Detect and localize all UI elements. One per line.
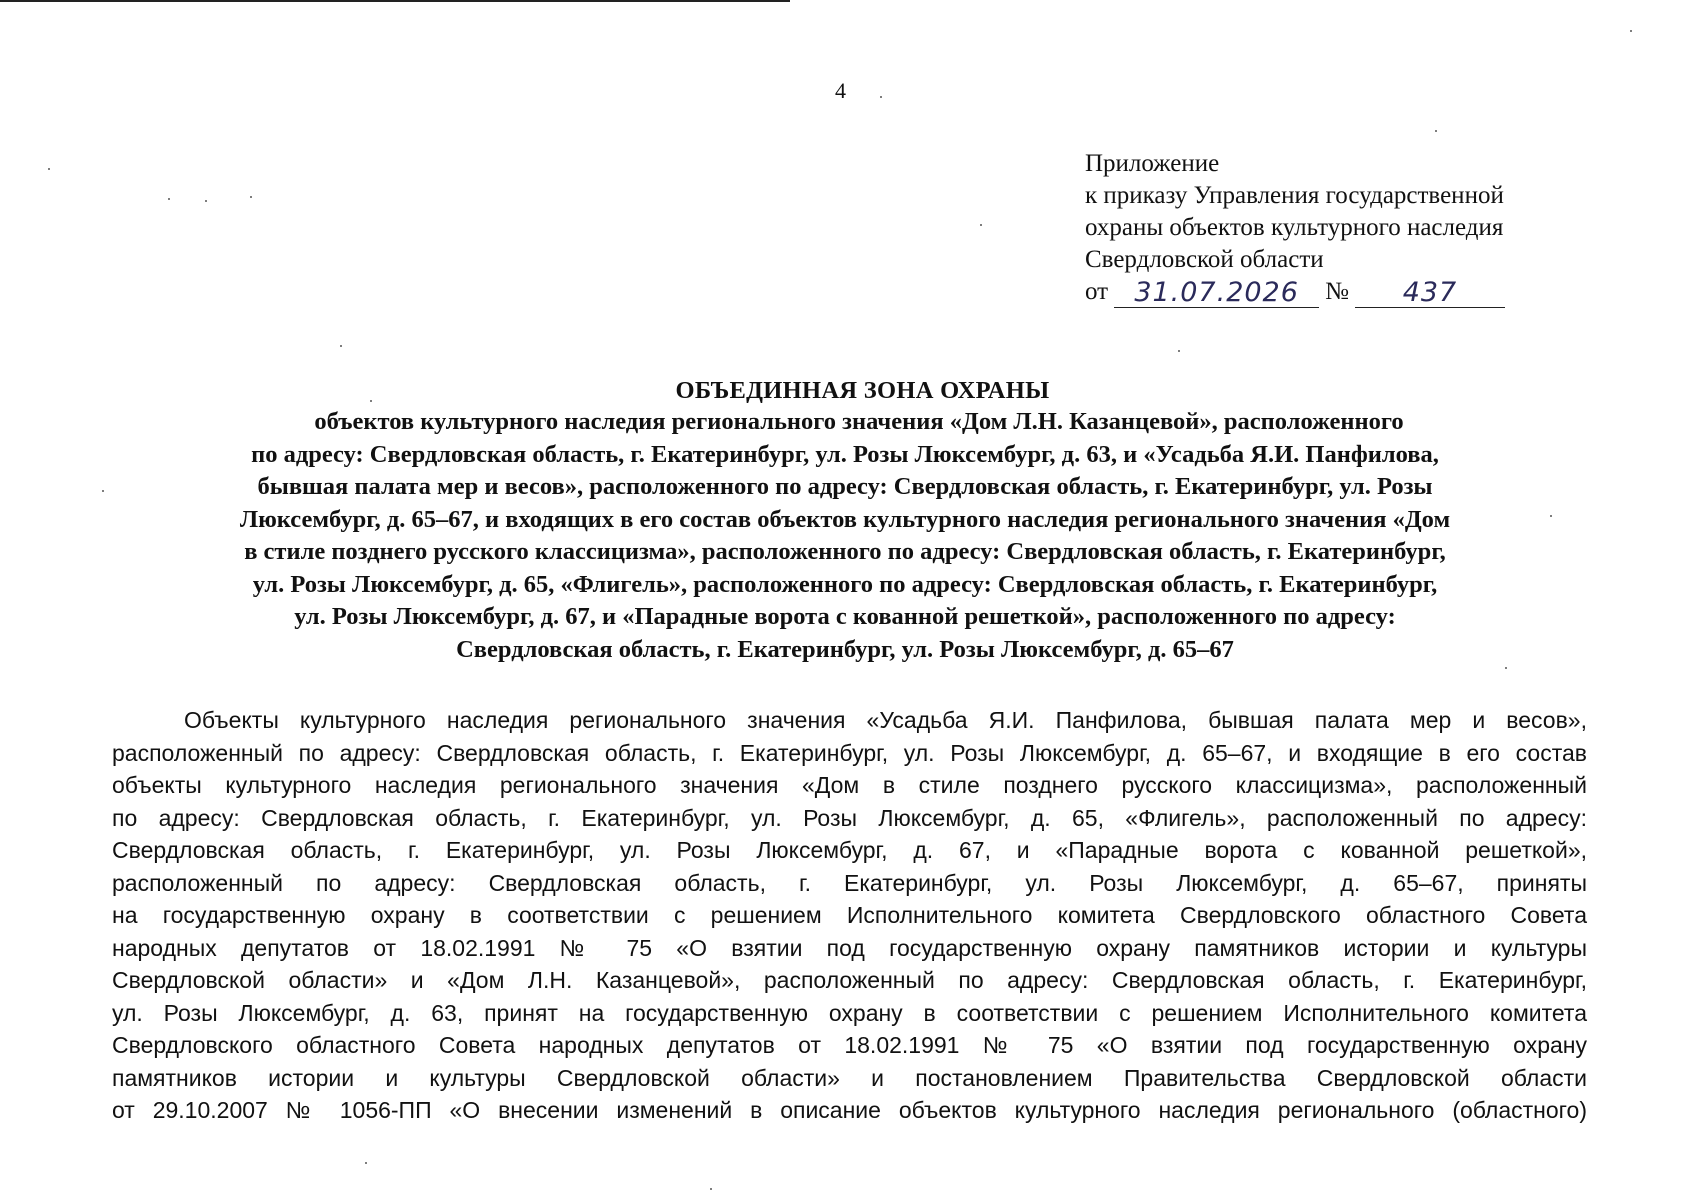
body-line: от 29.10.2007 № 1056-ПП «О внесении изменений в описание объектов культурного наследия регионального (областного) [112,1097,1587,1123]
subtitle-line: бывшая палата мер и весов», расположенного по адресу: Свердловская область, г. Екатеринбург, ул. Розы [257,473,1433,500]
body-line: Объекты культурного наследия регионального значения «Усадьба Я.И. Панфилова, бывшая палата мер и весов», [184,707,1587,733]
subtitle-line: в стиле позднего русского классицизма», расположенного по адресу: Свердловская область, г. Екатеринбург, [244,538,1446,565]
body-line: на государственную охрану в соответствии с решением Исполнительного комитета Свердловского областного Совета [112,902,1587,928]
body-line: ул. Розы Люксембург, д. 63, принят на государственную охрану в соответствии с решением Исполнительного комитета [112,999,1587,1026]
page-number: 4 [835,78,846,103]
body-line: объекты культурного наследия регионального значения «Дом в стиле позднего русского классицизма», расположенный [112,772,1587,798]
order-date-line [1085,276,1645,308]
body-line: расположенный по адресу: Свердловская область, г. Екатеринбург, ул. Розы Люксембург, д. 65–67, приняты [112,869,1587,896]
body-line: памятников истории и культуры Свердловской области» и постановлением Правительства Свердловской области [112,1064,1587,1091]
appendix-line: охраны объектов культурного наследия [1085,214,1504,241]
number-prefix: № [1325,278,1349,305]
top-edge-line [0,0,790,2]
appendix-line: Свердловской области [1085,246,1324,273]
title-block [120,376,1570,666]
appendix-line: к приказу Управления государственной [1085,182,1504,209]
appendix-block [1085,148,1645,308]
order-number-handwritten: 437 [1355,279,1505,308]
body-paragraph [112,704,1587,1127]
subtitle-line: Свердловская область, г. Екатеринбург, ул. Розы Люксембург, д. 65–67 [456,635,1234,663]
document-title: ОБЪЕДИННАЯ ЗОНА ОХРАНЫ [675,377,1050,404]
order-date-handwritten: 31.07.2026 [1114,279,1319,308]
date-prefix: от [1085,278,1109,305]
body-line: расположенный по адресу: Свердловская область, г. Екатеринбург, ул. Розы Люксембург, д. 65–67, и входящие в его состав [112,739,1587,766]
subtitle-line: ул. Розы Люксембург, д. 65, «Флигель», расположенного по адресу: Свердловская область, г. Екатеринбург, [252,570,1438,598]
appendix-line: Приложение [1085,150,1220,177]
body-line: Свердловского областного Совета народных депутатов от 18.02.1991 № 75 «О взятии под государственную охрану [112,1032,1587,1058]
body-line: по адресу: Свердловская область, г. Екатеринбург, ул. Розы Люксембург, д. 65, «Флигель», расположенный по адресу: [112,804,1587,831]
body-line: Свердловская область, г. Екатеринбург, ул. Розы Люксембург, д. 67, и «Парадные ворота с кованной решеткой», [112,837,1587,863]
body-line: Свердловской области» и «Дом Л.Н. Казанцевой», расположенный по адресу: Свердловская область, г. Екатеринбург, [112,967,1587,993]
body-line: народных депутатов от 18.02.1991 № 75 «О взятии под государственную охрану памятников истории и культуры [112,934,1587,961]
subtitle-line: объектов культурного наследия регионального значения «Дом Л.Н. Казанцевой», расположенного [314,408,1404,435]
subtitle-line: по адресу: Свердловская область, г. Екатеринбург, ул. Розы Люксембург, д. 63, и «Усадьба Я.И. Панфилова, [251,440,1439,468]
document-subtitle [120,406,1570,666]
subtitle-line: Люксембург, д. 65–67, и входящих в его состав объектов культурного наследия регионального значения «Дом [239,505,1451,533]
subtitle-line: ул. Розы Люксембург, д. 67, и «Парадные ворота с кованной решеткой», расположенного по адресу: [294,603,1396,630]
